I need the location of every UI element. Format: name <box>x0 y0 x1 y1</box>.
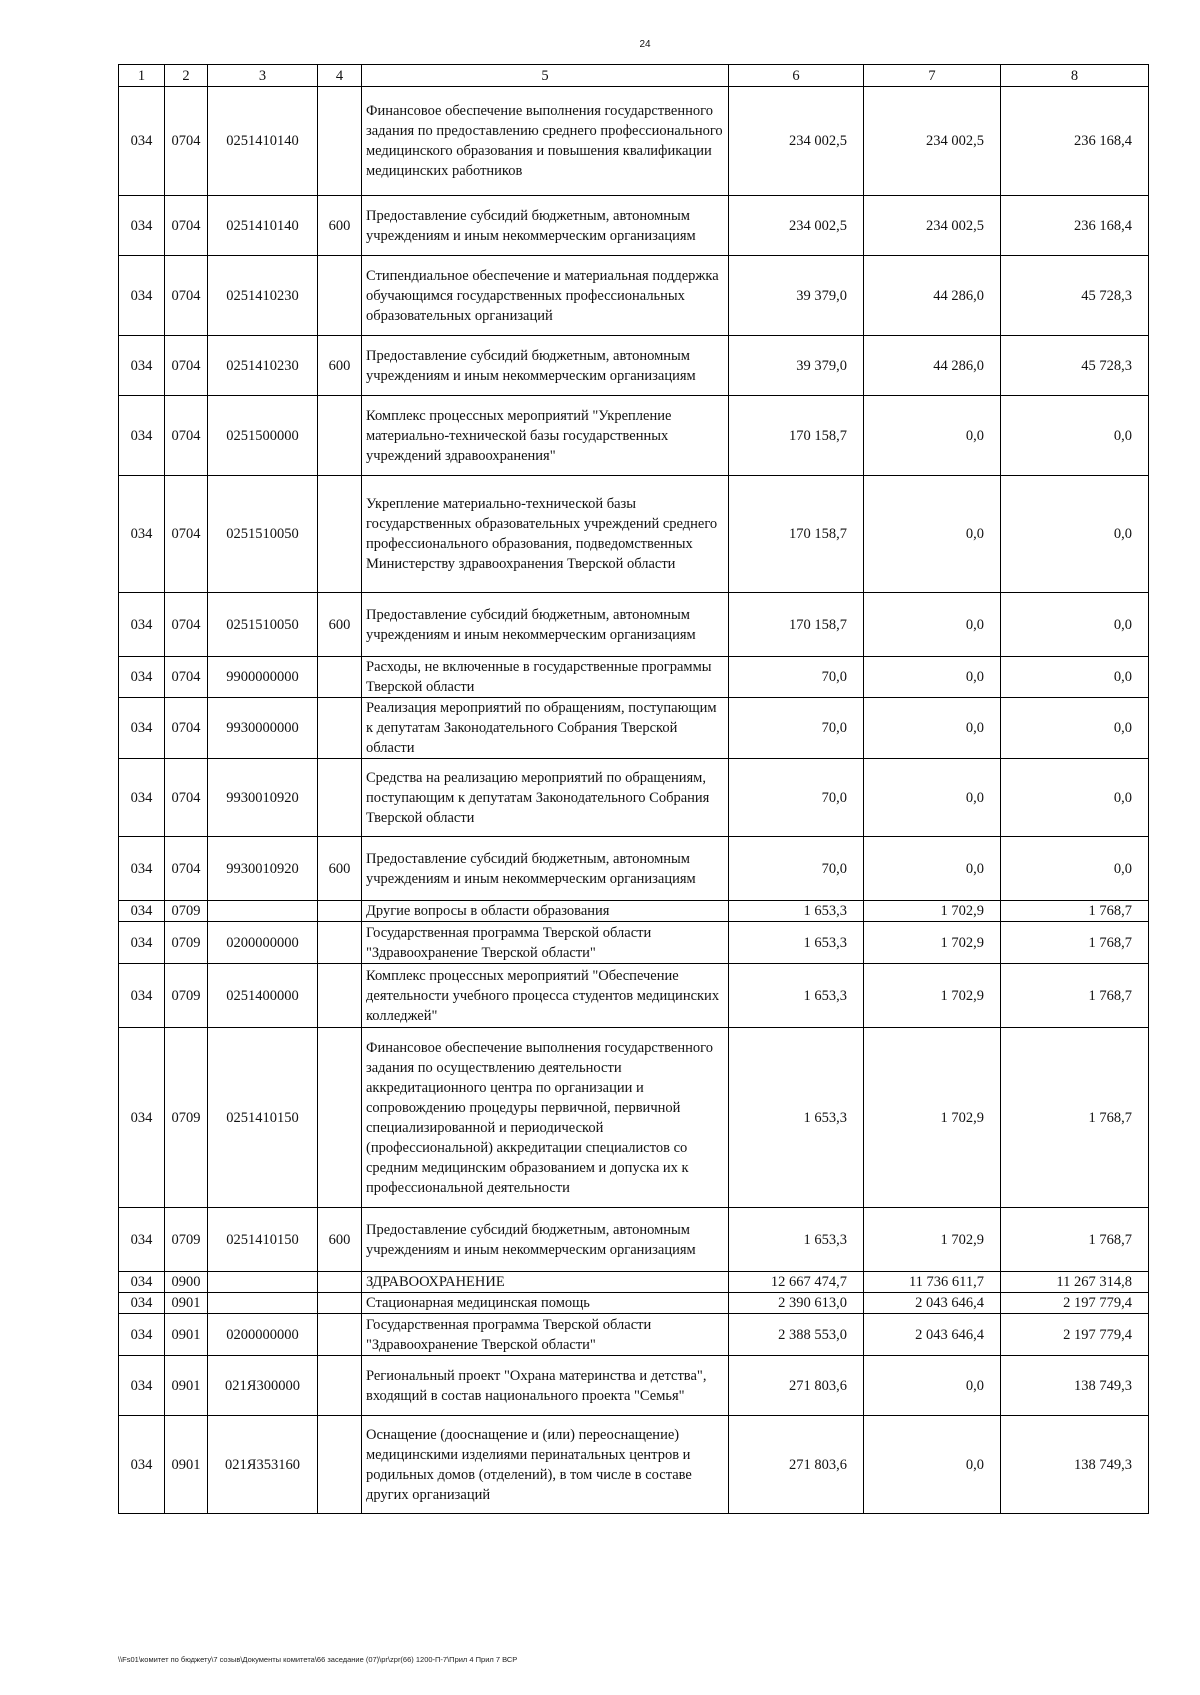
cell-amount-2025: 271 803,6 <box>729 1356 864 1416</box>
cell-amount-2027: 0,0 <box>1001 593 1149 657</box>
cell-description: Предоставление субсидий бюджетным, автономным учреждениям и иным некоммерческим организациям <box>362 336 729 396</box>
table-row <box>119 196 1149 256</box>
cell-amount-2026: 0,0 <box>864 698 1001 759</box>
table-row <box>119 1314 1149 1356</box>
cell-amount-2025: 1 653,3 <box>729 1208 864 1272</box>
cell-section-code: 0704 <box>165 593 208 657</box>
cell-amount-2026: 1 702,9 <box>864 964 1001 1028</box>
cell-expense-type: 600 <box>318 196 362 256</box>
cell-expense-type <box>318 1314 362 1356</box>
cell-expense-type: 600 <box>318 837 362 901</box>
cell-description: Комплекс процессных мероприятий "Обеспечение деятельности учебного процесса студентов медицинских колледжей" <box>362 964 729 1028</box>
cell-expense-type <box>318 901 362 922</box>
cell-owner-code: 034 <box>119 1028 165 1208</box>
cell-amount-2027: 236 168,4 <box>1001 196 1149 256</box>
cell-section-code: 0704 <box>165 698 208 759</box>
cell-amount-2026: 2 043 646,4 <box>864 1314 1001 1356</box>
cell-expense-type <box>318 476 362 593</box>
cell-amount-2026: 0,0 <box>864 1356 1001 1416</box>
cell-amount-2025: 70,0 <box>729 837 864 901</box>
cell-amount-2025: 1 653,3 <box>729 922 864 964</box>
cell-amount-2027: 0,0 <box>1001 698 1149 759</box>
table-row <box>119 1272 1149 1293</box>
cell-expense-type <box>318 964 362 1028</box>
cell-owner-code: 034 <box>119 1293 165 1314</box>
cell-owner-code: 034 <box>119 759 165 837</box>
table-row <box>119 87 1149 196</box>
cell-owner-code: 034 <box>119 87 165 196</box>
cell-target-code: 9930010920 <box>208 759 318 837</box>
table-row <box>119 922 1149 964</box>
cell-target-code: 0251510050 <box>208 476 318 593</box>
col-header-4: 4 <box>318 65 362 87</box>
cell-target-code: 0251410150 <box>208 1028 318 1208</box>
cell-amount-2027: 0,0 <box>1001 837 1149 901</box>
cell-section-code: 0709 <box>165 1028 208 1208</box>
cell-amount-2026: 1 702,9 <box>864 1028 1001 1208</box>
cell-target-code: 9930010920 <box>208 837 318 901</box>
page-number: 24 <box>639 39 651 50</box>
cell-amount-2027: 138 749,3 <box>1001 1356 1149 1416</box>
cell-owner-code: 034 <box>119 1272 165 1293</box>
cell-section-code: 0709 <box>165 964 208 1028</box>
cell-section-code: 0704 <box>165 256 208 336</box>
cell-amount-2026: 234 002,5 <box>864 196 1001 256</box>
cell-section-code: 0704 <box>165 336 208 396</box>
cell-owner-code: 034 <box>119 336 165 396</box>
cell-owner-code: 034 <box>119 476 165 593</box>
cell-amount-2025: 12 667 474,7 <box>729 1272 864 1293</box>
table-row <box>119 593 1149 657</box>
cell-description: Предоставление субсидий бюджетным, автономным учреждениям и иным некоммерческим организациям <box>362 1208 729 1272</box>
cell-expense-type <box>318 1272 362 1293</box>
cell-amount-2027: 2 197 779,4 <box>1001 1314 1149 1356</box>
cell-section-code: 0704 <box>165 759 208 837</box>
cell-amount-2025: 170 158,7 <box>729 396 864 476</box>
cell-amount-2025: 70,0 <box>729 759 864 837</box>
cell-expense-type <box>318 1416 362 1514</box>
file-path-footer: \\Fs01\комитет по бюджету\7 созыв\Документы комитета\66 заседание (07)\pr\zpr(66) 1200-П-7\Прил 4 Прил 7 ВСР <box>118 1655 518 1664</box>
cell-target-code: 9900000000 <box>208 657 318 698</box>
cell-amount-2027: 1 768,7 <box>1001 964 1149 1028</box>
cell-amount-2027: 1 768,7 <box>1001 1208 1149 1272</box>
cell-target-code: 9930000000 <box>208 698 318 759</box>
cell-target-code <box>208 901 318 922</box>
cell-owner-code: 034 <box>119 1356 165 1416</box>
cell-amount-2026: 0,0 <box>864 1416 1001 1514</box>
cell-amount-2025: 39 379,0 <box>729 256 864 336</box>
cell-amount-2027: 236 168,4 <box>1001 87 1149 196</box>
cell-amount-2026: 234 002,5 <box>864 87 1001 196</box>
table-row <box>119 1028 1149 1208</box>
cell-description: Финансовое обеспечение выполнения государственного задания по осуществлению деятельности аккредитационного центра по организации и сопровождению процедуры первичной, первичной специализированной и периодической (профессиональной) аккредитации специалистов со средним медицинским образованием и допуска их к профессиональной деятельности <box>362 1028 729 1208</box>
cell-amount-2025: 170 158,7 <box>729 476 864 593</box>
cell-amount-2027: 2 197 779,4 <box>1001 1293 1149 1314</box>
cell-amount-2027: 138 749,3 <box>1001 1416 1149 1514</box>
cell-amount-2025: 1 653,3 <box>729 901 864 922</box>
cell-description: Оснащение (дооснащение и (или) переоснащение) медицинскими изделиями перинатальных центров и родильных домов (отделений), в том числе в составе других организаций <box>362 1416 729 1514</box>
cell-owner-code: 034 <box>119 657 165 698</box>
cell-description: Предоставление субсидий бюджетным, автономным учреждениям и иным некоммерческим организациям <box>362 593 729 657</box>
cell-owner-code: 034 <box>119 901 165 922</box>
cell-amount-2027: 11 267 314,8 <box>1001 1272 1149 1293</box>
cell-section-code: 0704 <box>165 396 208 476</box>
table-row <box>119 837 1149 901</box>
cell-section-code: 0901 <box>165 1314 208 1356</box>
cell-target-code: 0251500000 <box>208 396 318 476</box>
cell-section-code: 0900 <box>165 1272 208 1293</box>
cell-amount-2025: 170 158,7 <box>729 593 864 657</box>
header-row <box>119 65 1149 87</box>
cell-amount-2026: 44 286,0 <box>864 336 1001 396</box>
cell-amount-2026: 1 702,9 <box>864 901 1001 922</box>
cell-owner-code: 034 <box>119 256 165 336</box>
cell-amount-2025: 1 653,3 <box>729 964 864 1028</box>
table-row <box>119 1293 1149 1314</box>
table-row <box>119 256 1149 336</box>
cell-description: Другие вопросы в области образования <box>362 901 729 922</box>
cell-expense-type <box>318 1293 362 1314</box>
cell-owner-code: 034 <box>119 698 165 759</box>
cell-owner-code: 034 <box>119 1416 165 1514</box>
cell-target-code: 0251410230 <box>208 336 318 396</box>
table-row <box>119 657 1149 698</box>
table-body <box>119 87 1149 1514</box>
cell-section-code: 0704 <box>165 837 208 901</box>
table-row <box>119 964 1149 1028</box>
budget-table-sheet <box>118 64 1148 1514</box>
cell-section-code: 0709 <box>165 922 208 964</box>
cell-section-code: 0709 <box>165 1208 208 1272</box>
cell-expense-type: 600 <box>318 1208 362 1272</box>
cell-amount-2025: 234 002,5 <box>729 196 864 256</box>
cell-expense-type <box>318 657 362 698</box>
cell-amount-2027: 1 768,7 <box>1001 922 1149 964</box>
cell-amount-2026: 0,0 <box>864 476 1001 593</box>
cell-section-code: 0709 <box>165 901 208 922</box>
cell-description: Стационарная медицинская помощь <box>362 1293 729 1314</box>
cell-amount-2025: 70,0 <box>729 657 864 698</box>
cell-expense-type: 600 <box>318 593 362 657</box>
cell-amount-2027: 0,0 <box>1001 657 1149 698</box>
cell-owner-code: 034 <box>119 196 165 256</box>
cell-section-code: 0704 <box>165 657 208 698</box>
cell-amount-2026: 0,0 <box>864 759 1001 837</box>
cell-amount-2027: 0,0 <box>1001 759 1149 837</box>
col-header-5: 5 <box>362 65 729 87</box>
col-header-2: 2 <box>165 65 208 87</box>
cell-expense-type <box>318 87 362 196</box>
table-row <box>119 1356 1149 1416</box>
cell-expense-type <box>318 256 362 336</box>
cell-section-code: 0704 <box>165 476 208 593</box>
cell-target-code: 0251410230 <box>208 256 318 336</box>
col-header-6: 6 <box>729 65 864 87</box>
cell-expense-type: 600 <box>318 336 362 396</box>
cell-description: Региональный проект "Охрана материнства и детства", входящий в состав национального проекта "Семья" <box>362 1356 729 1416</box>
table-row <box>119 901 1149 922</box>
cell-description: Укрепление материально-технической базы государственных образовательных учреждений среднего профессионального образования, подведомственных Министерству здравоохранения Тверской области <box>362 476 729 593</box>
cell-amount-2026: 0,0 <box>864 396 1001 476</box>
col-header-1: 1 <box>119 65 165 87</box>
cell-description: Государственная программа Тверской области "Здравоохранение Тверской области" <box>362 1314 729 1356</box>
cell-amount-2026: 0,0 <box>864 657 1001 698</box>
cell-amount-2027: 1 768,7 <box>1001 901 1149 922</box>
table-row <box>119 698 1149 759</box>
cell-amount-2026: 11 736 611,7 <box>864 1272 1001 1293</box>
cell-amount-2025: 2 388 553,0 <box>729 1314 864 1356</box>
cell-owner-code: 034 <box>119 837 165 901</box>
cell-target-code: 021Я353160 <box>208 1416 318 1514</box>
cell-amount-2025: 234 002,5 <box>729 87 864 196</box>
cell-amount-2025: 1 653,3 <box>729 1028 864 1208</box>
cell-amount-2025: 39 379,0 <box>729 336 864 396</box>
cell-amount-2027: 0,0 <box>1001 396 1149 476</box>
cell-owner-code: 034 <box>119 964 165 1028</box>
cell-target-code: 021Я300000 <box>208 1356 318 1416</box>
cell-amount-2027: 45 728,3 <box>1001 256 1149 336</box>
cell-section-code: 0704 <box>165 196 208 256</box>
cell-target-code <box>208 1272 318 1293</box>
cell-description: Стипендиальное обеспечение и материальная поддержка обучающимся государственных профессиональных образовательных организаций <box>362 256 729 336</box>
cell-description: Реализация мероприятий по обращениям, поступающим к депутатам Законодательного Собрания Тверской области <box>362 698 729 759</box>
cell-description: Предоставление субсидий бюджетным, автономным учреждениям и иным некоммерческим организациям <box>362 196 729 256</box>
cell-amount-2025: 70,0 <box>729 698 864 759</box>
cell-section-code: 0901 <box>165 1356 208 1416</box>
cell-description: Предоставление субсидий бюджетным, автономным учреждениям и иным некоммерческим организациям <box>362 837 729 901</box>
cell-owner-code: 034 <box>119 922 165 964</box>
cell-target-code: 0251510050 <box>208 593 318 657</box>
table-row <box>119 759 1149 837</box>
cell-target-code: 0251410140 <box>208 87 318 196</box>
table-row <box>119 336 1149 396</box>
cell-amount-2027: 1 768,7 <box>1001 1028 1149 1208</box>
table-row <box>119 476 1149 593</box>
cell-expense-type <box>318 1356 362 1416</box>
col-header-3: 3 <box>208 65 318 87</box>
cell-owner-code: 034 <box>119 1208 165 1272</box>
cell-target-code: 0251400000 <box>208 964 318 1028</box>
cell-description: Средства на реализацию мероприятий по обращениям, поступающим к депутатам Законодательного Собрания Тверской области <box>362 759 729 837</box>
cell-owner-code: 034 <box>119 396 165 476</box>
cell-amount-2026: 0,0 <box>864 837 1001 901</box>
cell-target-code: 0251410150 <box>208 1208 318 1272</box>
cell-expense-type <box>318 396 362 476</box>
cell-section-code: 0704 <box>165 87 208 196</box>
cell-amount-2026: 44 286,0 <box>864 256 1001 336</box>
cell-amount-2027: 45 728,3 <box>1001 336 1149 396</box>
cell-amount-2025: 271 803,6 <box>729 1416 864 1514</box>
col-header-7: 7 <box>864 65 1001 87</box>
table-row <box>119 1416 1149 1514</box>
cell-description: ЗДРАВООХРАНЕНИЕ <box>362 1272 729 1293</box>
cell-amount-2026: 2 043 646,4 <box>864 1293 1001 1314</box>
cell-description: Расходы, не включенные в государственные программы Тверской области <box>362 657 729 698</box>
cell-expense-type <box>318 1028 362 1208</box>
cell-expense-type <box>318 698 362 759</box>
table-row <box>119 396 1149 476</box>
cell-target-code: 0200000000 <box>208 1314 318 1356</box>
cell-amount-2026: 0,0 <box>864 593 1001 657</box>
cell-owner-code: 034 <box>119 593 165 657</box>
cell-amount-2025: 2 390 613,0 <box>729 1293 864 1314</box>
cell-description: Комплекс процессных мероприятий "Укрепление материально-технической базы государственных учреждений здравоохранения" <box>362 396 729 476</box>
cell-owner-code: 034 <box>119 1314 165 1356</box>
cell-section-code: 0901 <box>165 1293 208 1314</box>
cell-target-code <box>208 1293 318 1314</box>
cell-section-code: 0901 <box>165 1416 208 1514</box>
cell-amount-2026: 1 702,9 <box>864 1208 1001 1272</box>
col-header-8: 8 <box>1001 65 1149 87</box>
cell-description: Финансовое обеспечение выполнения государственного задания по предоставлению среднего профессионального медицинского образования и повышения квалификации медицинских работников <box>362 87 729 196</box>
cell-amount-2027: 0,0 <box>1001 476 1149 593</box>
cell-target-code: 0200000000 <box>208 922 318 964</box>
cell-target-code: 0251410140 <box>208 196 318 256</box>
cell-expense-type <box>318 922 362 964</box>
table-row <box>119 1208 1149 1272</box>
cell-amount-2026: 1 702,9 <box>864 922 1001 964</box>
cell-expense-type <box>318 759 362 837</box>
budget-table <box>118 64 1149 1514</box>
cell-description: Государственная программа Тверской области "Здравоохранение Тверской области" <box>362 922 729 964</box>
